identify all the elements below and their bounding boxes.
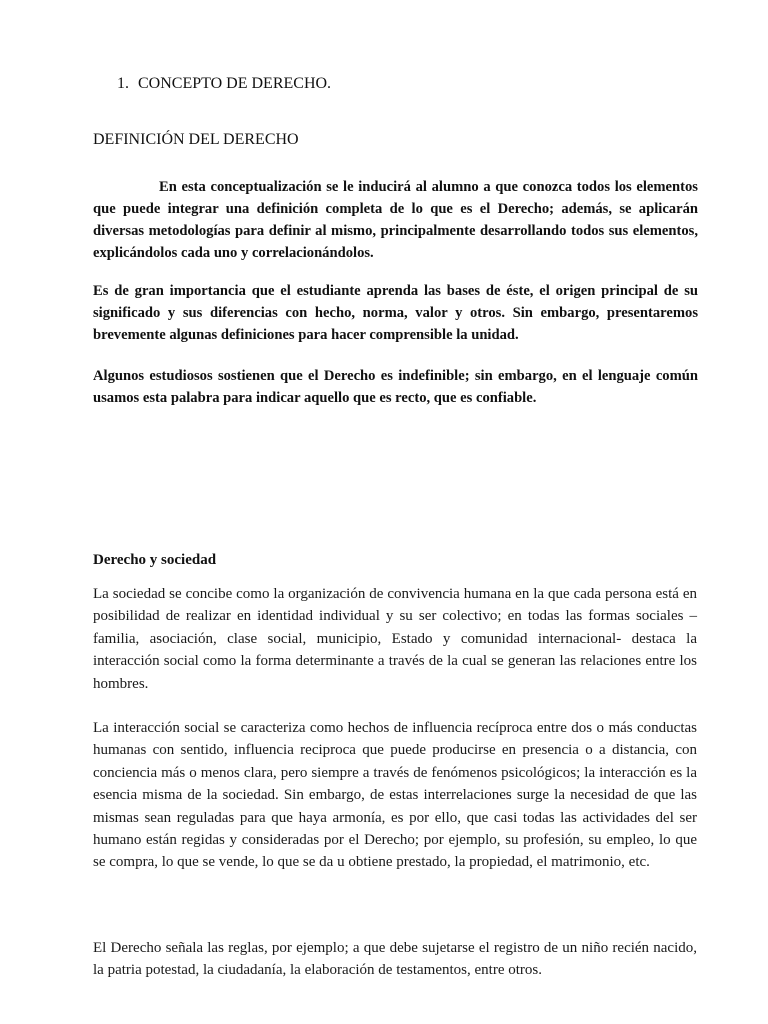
society-paragraph-1: La sociedad se concibe como la organización de convivencia humana en la que cada persona está en posibilidad de realizar en identidad individual y su ser colectivo; en todas las formas sociales –familia, asociación, clase social, municipio, Estado y comunidad internacional- destaca la interacción social como la forma determinante a través de la cual se generan las relaciones entre los hombres. <box>93 586 697 692</box>
definition-heading: DEFINICIÓN DEL DERECHO <box>93 131 299 148</box>
definition-paragraph-2: Es de gran importancia que el estudiante aprenda las bases de éste, el origen principal de su significado y sus diferencias con hecho, norma, valor y otros. Sin embargo, presentaremos brevemente algunas definiciones para hacer comprensible la unidad. <box>93 283 698 343</box>
definition-paragraph-1: En esta conceptualización se le inducirá al alumno a que conozca todos los elementos que puede integrar una definición completa de lo que es el Derecho; además, se aplicarán diversas metodologías para definir al mismo, principalmente desarrollando todos sus elementos, explicándolos cada uno y correlacionándolos. <box>93 179 698 261</box>
society-heading: Derecho y sociedad <box>93 552 217 568</box>
section-heading <box>117 74 331 94</box>
society-paragraph-3: El Derecho señala las reglas, por ejemplo; a que debe sujetarse el registro de un niño recién nacido, la patria potestad, la ciudadanía, la elaboración de testamentos, entre otros. <box>93 940 697 979</box>
section-title: CONCEPTO DE DERECHO. <box>138 75 332 92</box>
section-number: 1. <box>117 75 129 92</box>
definition-paragraph-3: Algunos estudiosos sostienen que el Derecho es indefinible; sin embargo, en el lenguaje común usamos esta palabra para indicar aquello que es recto, que es confiable. <box>93 368 698 406</box>
society-paragraph-2: La interacción social se caracteriza como hechos de influencia recíproca entre dos o más conductas humanas con sentido, influencia reciproca que puede producirse en presencia o a distancia, con conciencia más o menos clara, pero siempre a través de fenómenos psicológicos; la interacción es la esencia misma de la sociedad. Sin embargo, de estas interrelaciones surge la necesidad de que las mismas sean reguladas para que haya armonía, es por ello, que casi todas las actividades del ser humano están regidas y consideradas por el Derecho; por ejemplo, su profesión, su empleo, lo que se compra, lo que se vende, lo que se da u obtiene prestado, la propiedad, el matrimonio, etc. <box>93 720 697 871</box>
